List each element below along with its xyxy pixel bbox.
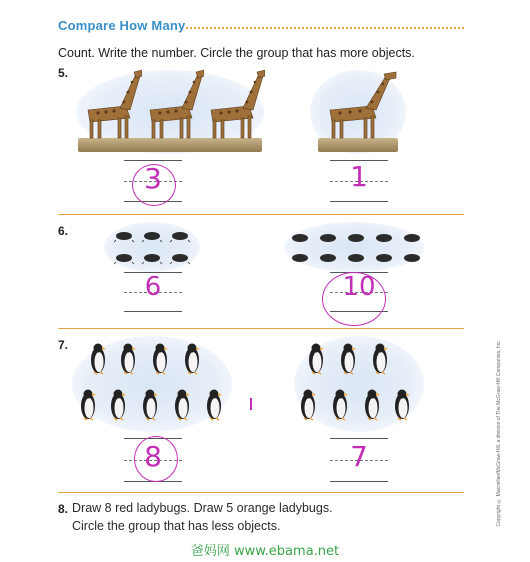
giraffe-group-left-base (78, 138, 262, 152)
handwritten-answer: 10 (342, 272, 376, 302)
pen-mark (250, 398, 252, 410)
handwritten-answer: 8 (144, 440, 162, 473)
giraffe-icon (142, 66, 204, 140)
divider (58, 214, 464, 215)
problem-5-number: 5. (58, 66, 69, 80)
beetle-icon (114, 228, 198, 268)
circled-group-mark (134, 436, 178, 482)
penguin-icon (80, 340, 230, 430)
page-title: Compare How Many (58, 18, 186, 33)
problem-8-line-2: Circle the group that has less objects. (72, 519, 281, 533)
divider (58, 328, 464, 329)
problem-8-line-1: Draw 8 red ladybugs. Draw 5 orange ladybugs. (72, 501, 333, 515)
title-dotted-rule (186, 27, 464, 29)
beetle-icon (290, 230, 424, 266)
handwritten-answer: 6 (144, 272, 162, 302)
divider (58, 492, 464, 493)
problem-8-number: 8. (58, 502, 69, 516)
giraffe-group-right-base (318, 138, 398, 152)
instructions: Count. Write the number. Circle the group that has more objects. (58, 46, 415, 60)
handwritten-answer: 3 (144, 162, 162, 195)
giraffe-icon (322, 66, 398, 140)
penguin-icon (296, 340, 422, 430)
handwritten-answer: 7 (350, 440, 368, 473)
circled-group-mark (322, 272, 386, 326)
problem-7-number: 7. (58, 338, 69, 352)
giraffe-icon (203, 66, 265, 140)
circled-group-mark (132, 164, 176, 206)
copyright-notice: Copyright © Macmillan/McGraw-Hill, a division of The McGraw-Hill Companies, Inc. (496, 340, 502, 527)
giraffe-icon (80, 66, 142, 140)
handwritten-answer: 1 (350, 160, 368, 193)
problem-6-number: 6. (58, 224, 69, 238)
footer-watermark: 爸妈网 www.ebama.net (190, 544, 340, 559)
